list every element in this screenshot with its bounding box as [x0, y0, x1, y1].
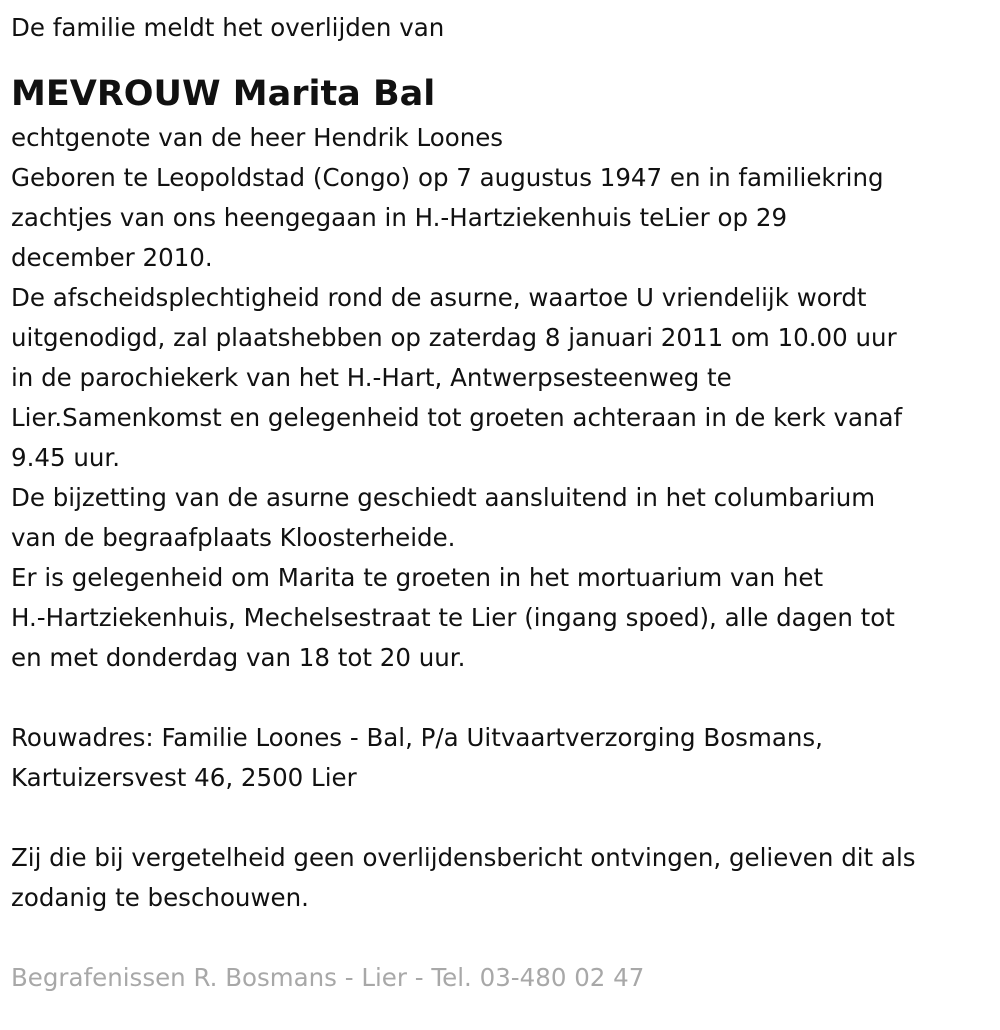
spacer — [11, 798, 990, 838]
body-line: echtgenote van de heer Hendrik Loones — [11, 123, 504, 152]
address-line: Rouwadres: Familie Loones - Bal, P/a Uitvaartverzorging Bosmans, — [11, 723, 823, 752]
notice-line: zodanig te beschouwen. — [11, 883, 309, 912]
body-line: en met donderdag van 18 tot 20 uur. — [11, 643, 466, 672]
body-line: 9.45 uur. — [11, 443, 121, 472]
body-line: zachtjes van ons heengegaan in H.-Hartziekenhuis teLier op 29 — [11, 203, 788, 232]
intro-text: De familie meldt het overlijden van — [11, 13, 445, 42]
address-line: Kartuizersvest 46, 2500 Lier — [11, 763, 357, 792]
mourning-address — [11, 718, 990, 798]
deceased-name: MEVROUW Marita Bal — [11, 74, 436, 114]
body-line: Geboren te Leopoldstad (Congo) op 7 augustus 1947 en in familiekring — [11, 163, 884, 192]
body-line: Er is gelegenheid om Marita te groeten in het mortuarium van het — [11, 563, 824, 592]
body-line: december 2010. — [11, 243, 213, 272]
body-line: De afscheidsplechtigheid rond de asurne, waartoe U vriendelijk wordt — [11, 283, 867, 312]
body-line: De bijzetting van de asurne geschiedt aansluitend in het columbarium — [11, 483, 876, 512]
spacer — [11, 918, 990, 958]
body-line: Lier.Samenkomst en gelegenheid tot groeten achteraan in de kerk vanaf — [11, 403, 903, 432]
funeral-home-footer: Begrafenissen R. Bosmans - Lier - Tel. 03-480 02 47 — [11, 963, 645, 992]
body-line: H.-Hartziekenhuis, Mechelsestraat te Lier (ingang spoed), alle dagen tot — [11, 603, 895, 632]
spacer — [11, 678, 990, 718]
body-line: van de begraafplaats Kloosterheide. — [11, 523, 456, 552]
body-line: in de parochiekerk van het H.-Hart, Antwerpsesteenweg te — [11, 363, 732, 392]
obituary-body — [11, 118, 990, 678]
notice-text — [11, 838, 990, 918]
notice-line: Zij die bij vergetelheid geen overlijdensbericht ontvingen, gelieven dit als — [11, 843, 916, 872]
body-line: uitgenodigd, zal plaatshebben op zaterdag 8 januari 2011 om 10.00 uur — [11, 323, 897, 352]
